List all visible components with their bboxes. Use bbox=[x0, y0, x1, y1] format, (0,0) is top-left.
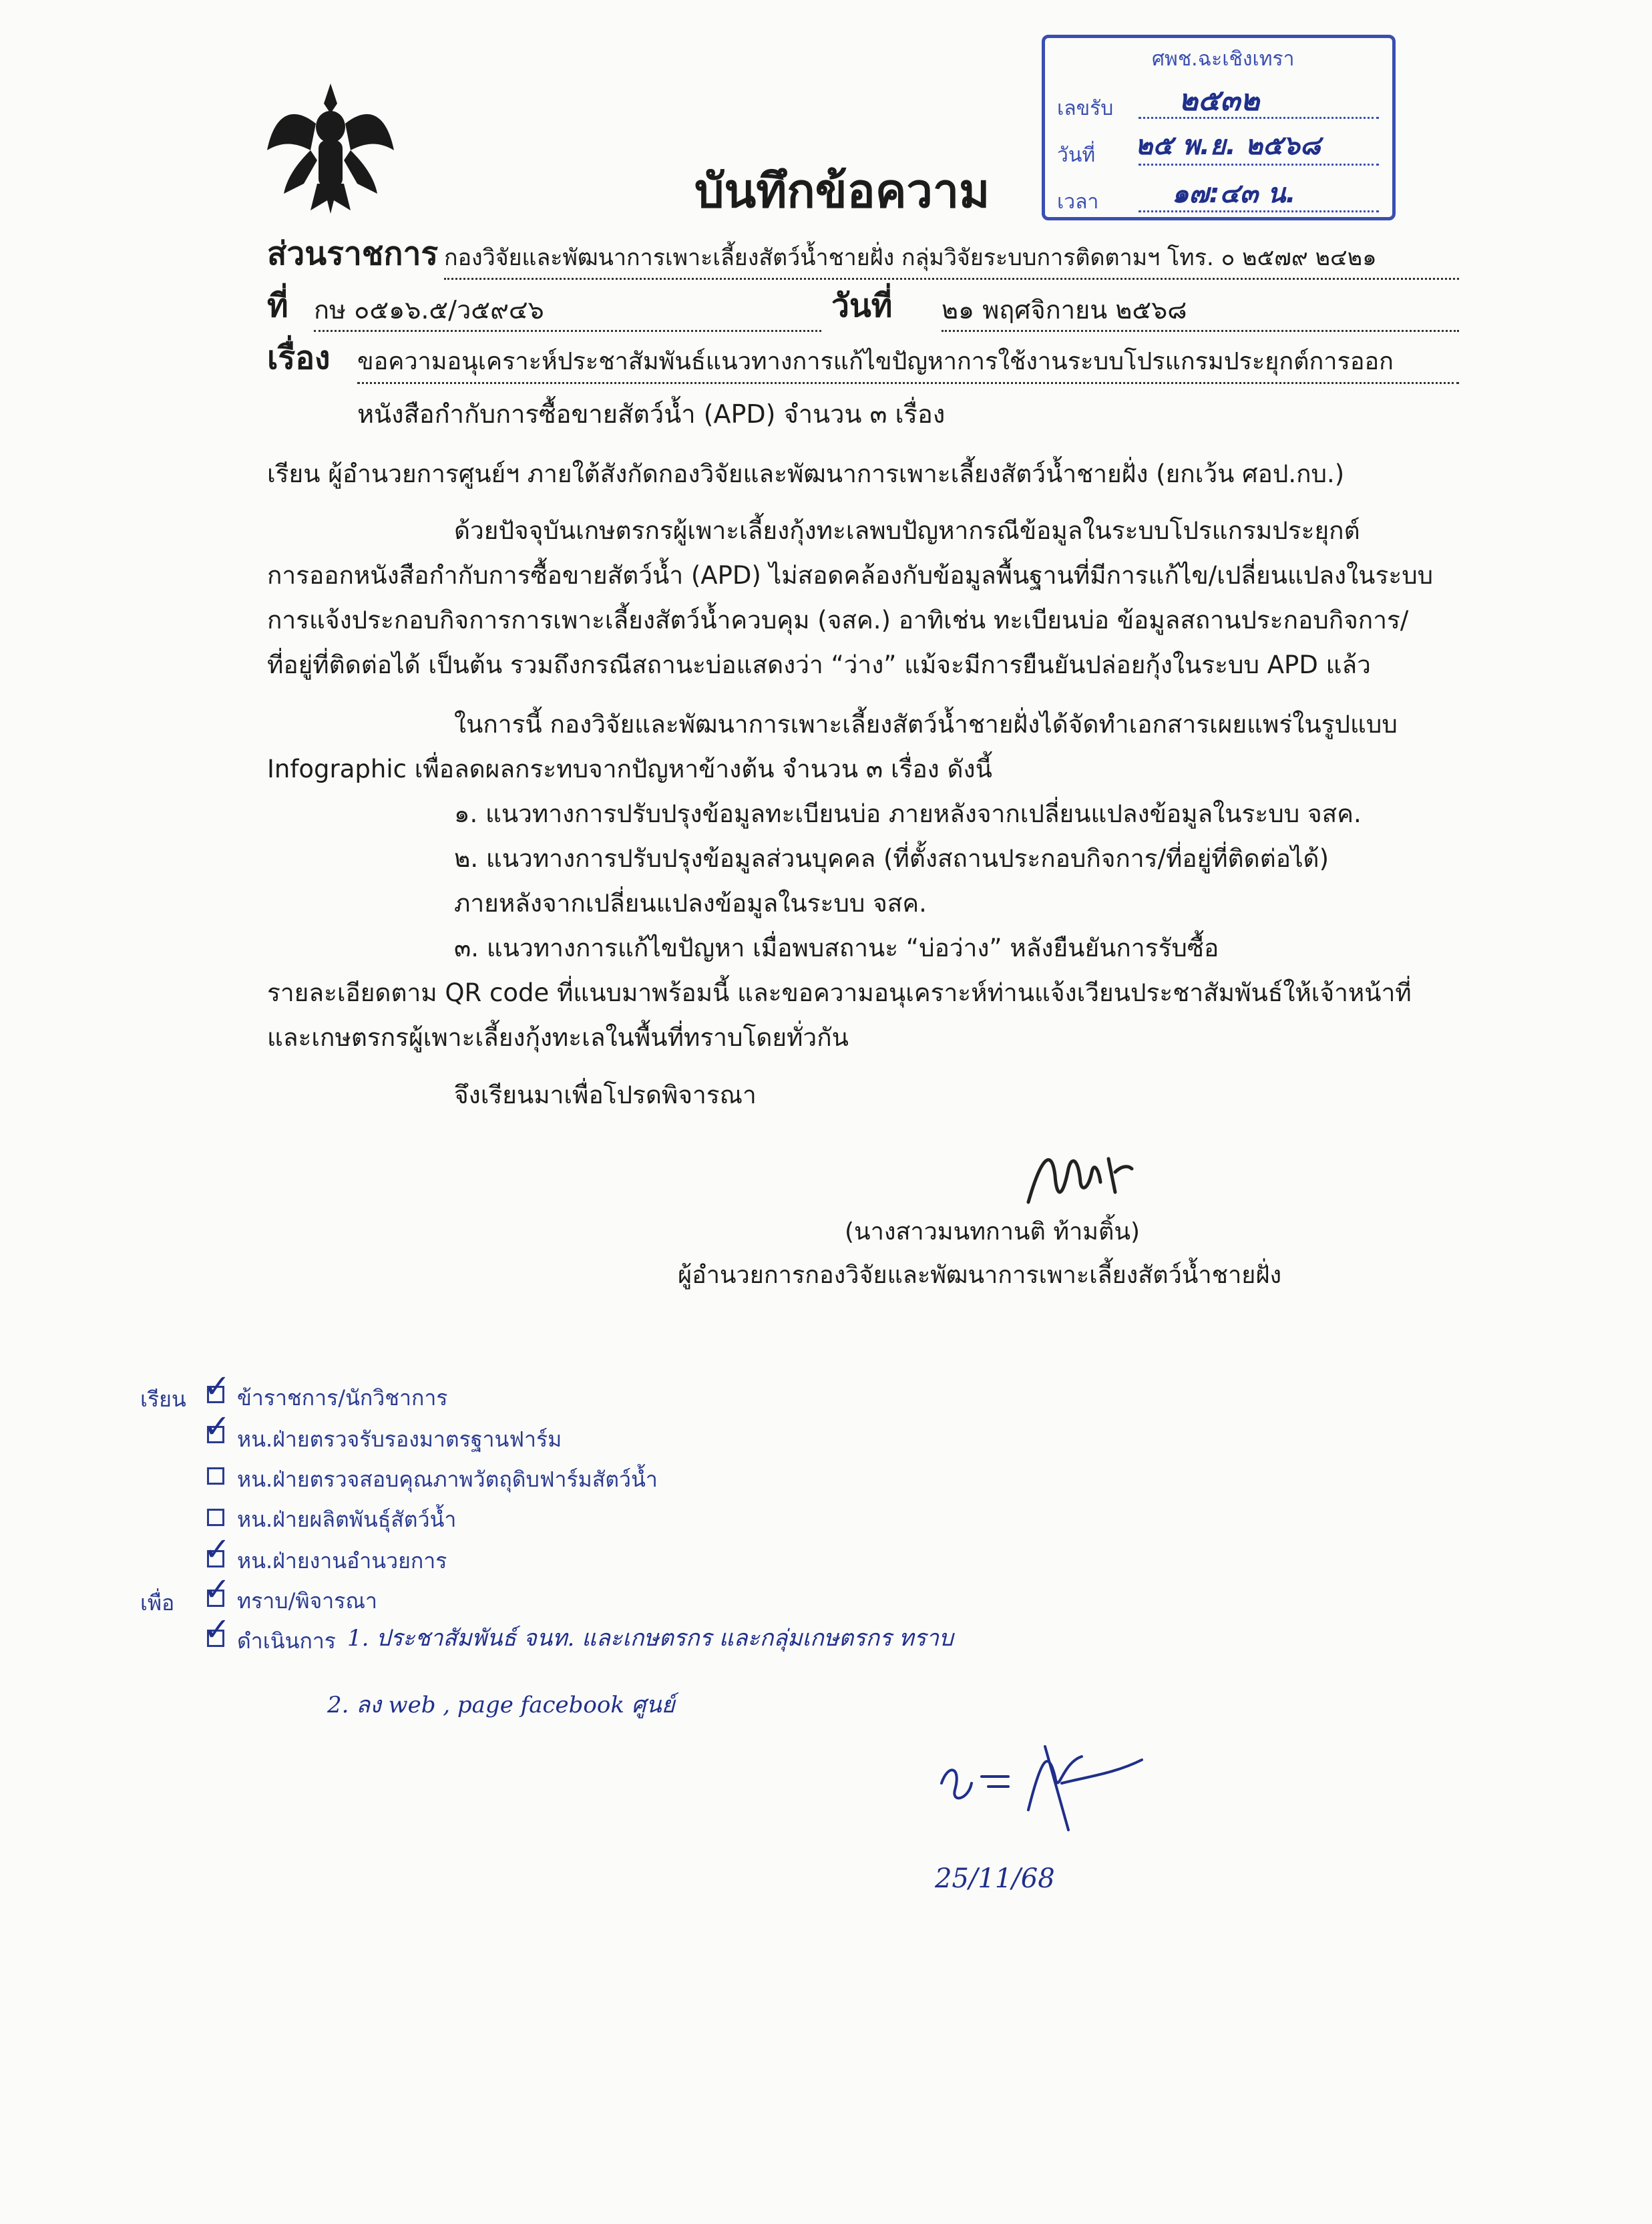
checkbox-breeding[interactable] bbox=[207, 1509, 224, 1526]
para2-line1: ในการนี้ กองวิจัยและพัฒนาการเพาะเลี้ยงสัตว์น้ำชายฝั่งได้จัดทำเอกสารเผยแพร่ในรูปแบบ bbox=[454, 710, 1398, 739]
stamp-date-label: วันที่ bbox=[1057, 144, 1096, 167]
list-item-1: ๑. แนวทางการปรับปรุงข้อมูลทะเบียนบ่อ ภายหลังจากเปลี่ยนแปลงข้อมูลในระบบ จสค. bbox=[454, 799, 1362, 828]
check-mark-icon: ✓ bbox=[204, 1611, 231, 1648]
handwritten-note-line2: 2. ลง web , page facebook ศูนย์ bbox=[327, 1692, 675, 1718]
stamp-recv-value: ๒๕๓๒ bbox=[1179, 83, 1260, 118]
ref-value: กษ ๐๕๑๖.๕/ว๕๙๔๖ bbox=[314, 290, 821, 332]
route-item-farm-standard: หน.ฝ่ายตรวจรับรองมาตรฐานฟาร์ม bbox=[237, 1427, 562, 1452]
route-item-admin: หน.ฝ่ายงานอำนวยการ bbox=[237, 1548, 447, 1573]
para1-line1: ด้วยปัจจุบันเกษตรกรผู้เพาะเลี้ยงกุ้งทะเลพบปัญหากรณีข้อมูลในระบบโปรแกรมประยุกต์ bbox=[454, 516, 1360, 545]
check-mark-icon: ✓ bbox=[204, 1408, 231, 1445]
approver-signature bbox=[928, 1736, 1149, 1837]
closing-line: จึงเรียนมาเพื่อโปรดพิจารณา bbox=[454, 1081, 757, 1109]
check-mark-icon: ✓ bbox=[204, 1531, 231, 1568]
list-item-3: ๓. แนวทางการแก้ไขปัญหา เมื่อพบสถานะ “บ่อว่าง” หลังยืนยันการรับซื้อ bbox=[454, 934, 1219, 962]
stamp-org: ศพช.ฉะเชิงเทรา bbox=[1152, 47, 1295, 71]
director-signature bbox=[1015, 1142, 1149, 1216]
route-item-staff: ข้าราชการ/นักวิชาการ bbox=[237, 1385, 448, 1411]
dept-label: ส่วนราชการ bbox=[267, 235, 439, 272]
subject-line-1: ขอความอนุเคราะห์ประชาสัมพันธ์แนวทางการแก้ไขปัญหาการใช้งานระบบโปรแกรมประยุกต์การออก bbox=[357, 342, 1459, 384]
route-item-material-quality: หน.ฝ่ายตรวจสอบคุณภาพวัตถุดิบฟาร์มสัตว์น้ำ bbox=[237, 1467, 658, 1492]
signatory-position: ผู้อำนวยการกองวิจัยและพัฒนาการเพาะเลี้ยงสัตว์น้ำชายฝั่ง bbox=[678, 1262, 1282, 1289]
para3-line1: รายละเอียดตาม QR code ที่แนบมาพร้อมนี้ และขอความอนุเคราะห์ท่านแจ้งเวียนประชาสัมพันธ์ให้เจ้าหน้าที่ bbox=[267, 978, 1412, 1007]
subject-label: เรื่อง bbox=[267, 339, 331, 377]
list-item-2-line2: ภายหลังจากเปลี่ยนแปลงข้อมูลในระบบ จสค. bbox=[454, 889, 927, 918]
para1-line4: ที่อยู่ที่ติดต่อได้ เป็นต้น รวมถึงกรณีสถานะบ่อแสดงว่า “ว่าง” แม้จะมีการยืนยันปล่อยกุ้งในระบบ APD แล้ว bbox=[267, 651, 1371, 679]
ref-label: ที่ bbox=[267, 287, 288, 325]
date-label: วันที่ bbox=[831, 287, 893, 325]
routing-for-label: เพื่อ bbox=[140, 1590, 175, 1616]
route-item-breeding: หน.ฝ่ายผลิตพันธุ์สัตว์น้ำ bbox=[237, 1507, 457, 1532]
handwritten-note-line1: 1. ประชาสัมพันธ์ จนท. และเกษตรกร และกลุ่มเกษตรกร ทราบ bbox=[347, 1625, 954, 1652]
stamp-date-value: ๒๕ พ.ย. ๒๕๖๘ bbox=[1135, 130, 1321, 161]
stamp-recv-label: เลขรับ bbox=[1057, 97, 1114, 120]
signatory-name: (นางสาวมนทกานติ ท้ามติ้น) bbox=[845, 1218, 1141, 1246]
routing-to-label: เรียน bbox=[140, 1386, 186, 1412]
para3-line2: และเกษตรกรผู้เพาะเลี้ยงกุ้งทะเลในพื้นที่ทราบโดยทั่วกัน bbox=[267, 1023, 849, 1052]
date-value: ๒๑ พฤศจิกายน ๒๕๖๘ bbox=[942, 290, 1459, 332]
list-item-2-line1: ๒. แนวทางการปรับปรุงข้อมูลส่วนบุคคล (ที่ตั้งสถานประกอบกิจการ/ที่อยู่ที่ติดต่อได้) bbox=[454, 844, 1329, 873]
subject-line-2: หนังสือกำกับการซื้อขายสัตว์น้ำ (APD) จำนวน ๓ เรื่อง bbox=[357, 399, 946, 429]
para1-line2: การออกหนังสือกำกับการซื้อขายสัตว์น้ำ (APD) ไม่สอดคล้องกับข้อมูลพื้นฐานที่มีการแก้ไข/เปลี่ยนแปลงในระบบ bbox=[267, 561, 1434, 590]
memo-title: บันทึกข้อความ bbox=[694, 164, 990, 218]
para2-line2: Infographic เพื่อลดผลกระทบจากปัญหาข้างต้น จำนวน ๓ เรื่อง ดังนี้ bbox=[267, 755, 992, 783]
para1-line3: การแจ้งประกอบกิจการการเพาะเลี้ยงสัตว์น้ำควบคุม (จสค.) อาทิเช่น ทะเบียนบ่อ ข้อมูลสถานประกอบกิจการ/ bbox=[267, 606, 1409, 634]
receipt-stamp bbox=[1042, 35, 1396, 220]
checkbox-material-quality[interactable] bbox=[207, 1467, 224, 1485]
stamp-time-value: ๑๗:๔๓ น. bbox=[1172, 178, 1296, 209]
stamp-time-label: เวลา bbox=[1057, 190, 1099, 214]
check-mark-icon: ✓ bbox=[204, 1571, 231, 1608]
check-mark-icon: ✓ bbox=[204, 1368, 231, 1405]
route-purpose-proceed: ดำเนินการ bbox=[237, 1628, 336, 1654]
dept-value: กองวิจัยและพัฒนาการเพาะเลี้ยงสัตว์น้ำชายฝั่ง กลุ่มวิจัยระบบการติดตามฯ โทร. ๐ ๒๕๗๙ ๒๔๒๑ bbox=[444, 238, 1459, 280]
salutation: เรียน ผู้อำนวยการศูนย์ฯ ภายใต้สังกัดกองวิจัยและพัฒนาการเพาะเลี้ยงสัตว์น้ำชายฝั่ง (ยกเว้น ศอป.กบ.) bbox=[267, 459, 1345, 488]
route-purpose-acknowledge: ทราบ/พิจารณา bbox=[237, 1588, 377, 1614]
garuda-emblem bbox=[264, 77, 397, 217]
approval-date: 25/11/68 bbox=[935, 1863, 1055, 1894]
